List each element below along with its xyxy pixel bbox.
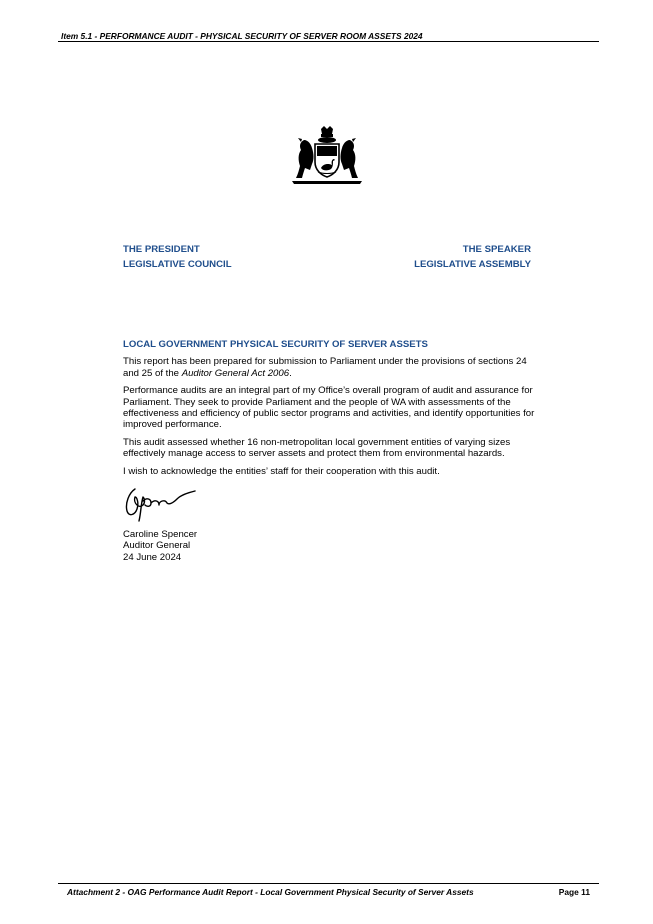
footer-divider [58, 883, 599, 884]
footer-title: Attachment 2 - OAG Performance Audit Report - Local Government Physical Security of Server Assets [67, 887, 474, 897]
letter-title: LOCAL GOVERNMENT PHYSICAL SECURITY OF SERVER ASSETS [123, 339, 428, 350]
addressee-right-line2: LEGISLATIVE ASSEMBLY [414, 259, 531, 270]
act-name: Auditor General Act 2006 [181, 367, 290, 379]
header-divider [58, 41, 599, 42]
paragraph-1-end: . [289, 367, 292, 379]
paragraph-1 [123, 356, 543, 379]
paragraph-1-text: This report has been prepared for submission to Parliament under the provisions of sections 24 and 25 of the [123, 356, 527, 379]
signature-image [121, 483, 197, 523]
coat-of-arms-icon [290, 126, 364, 186]
addressee-left-line2: LEGISLATIVE COUNCIL [123, 259, 232, 270]
signoff-date: 24 June 2024 [123, 551, 182, 563]
addressee-right [380, 242, 531, 272]
addressee-right-line1: THE SPEAKER [462, 244, 531, 255]
signoff-block [123, 529, 197, 563]
paragraph-2: Performance audits are an integral part of my Office’s overall program of audit and assurance for Parliament. They seek to provide Parliament and the people of WA with assessments of the effectiveness and efficiency of public sector programs and activities, and identify opportunities for improved performance. [123, 385, 535, 431]
page-header: Item 5.1 - PERFORMANCE AUDIT - PHYSICAL SECURITY OF SERVER ROOM ASSETS 2024 [61, 31, 423, 41]
page-number: Page 11 [558, 887, 590, 897]
addressee-left [123, 242, 232, 272]
addressee-left-line1: THE PRESIDENT [123, 244, 200, 255]
signoff-name: Caroline Spencer [123, 529, 198, 540]
paragraph-4: I wish to acknowledge the entities’ staff for their cooperation with this audit. [123, 465, 440, 477]
paragraph-3: This audit assessed whether 16 non-metropolitan local government entities of varying sizes effectively manage access to server assets and protect them from environmental hazards. [123, 436, 511, 460]
signoff-role: Auditor General [123, 540, 191, 552]
letter-body [123, 339, 543, 483]
